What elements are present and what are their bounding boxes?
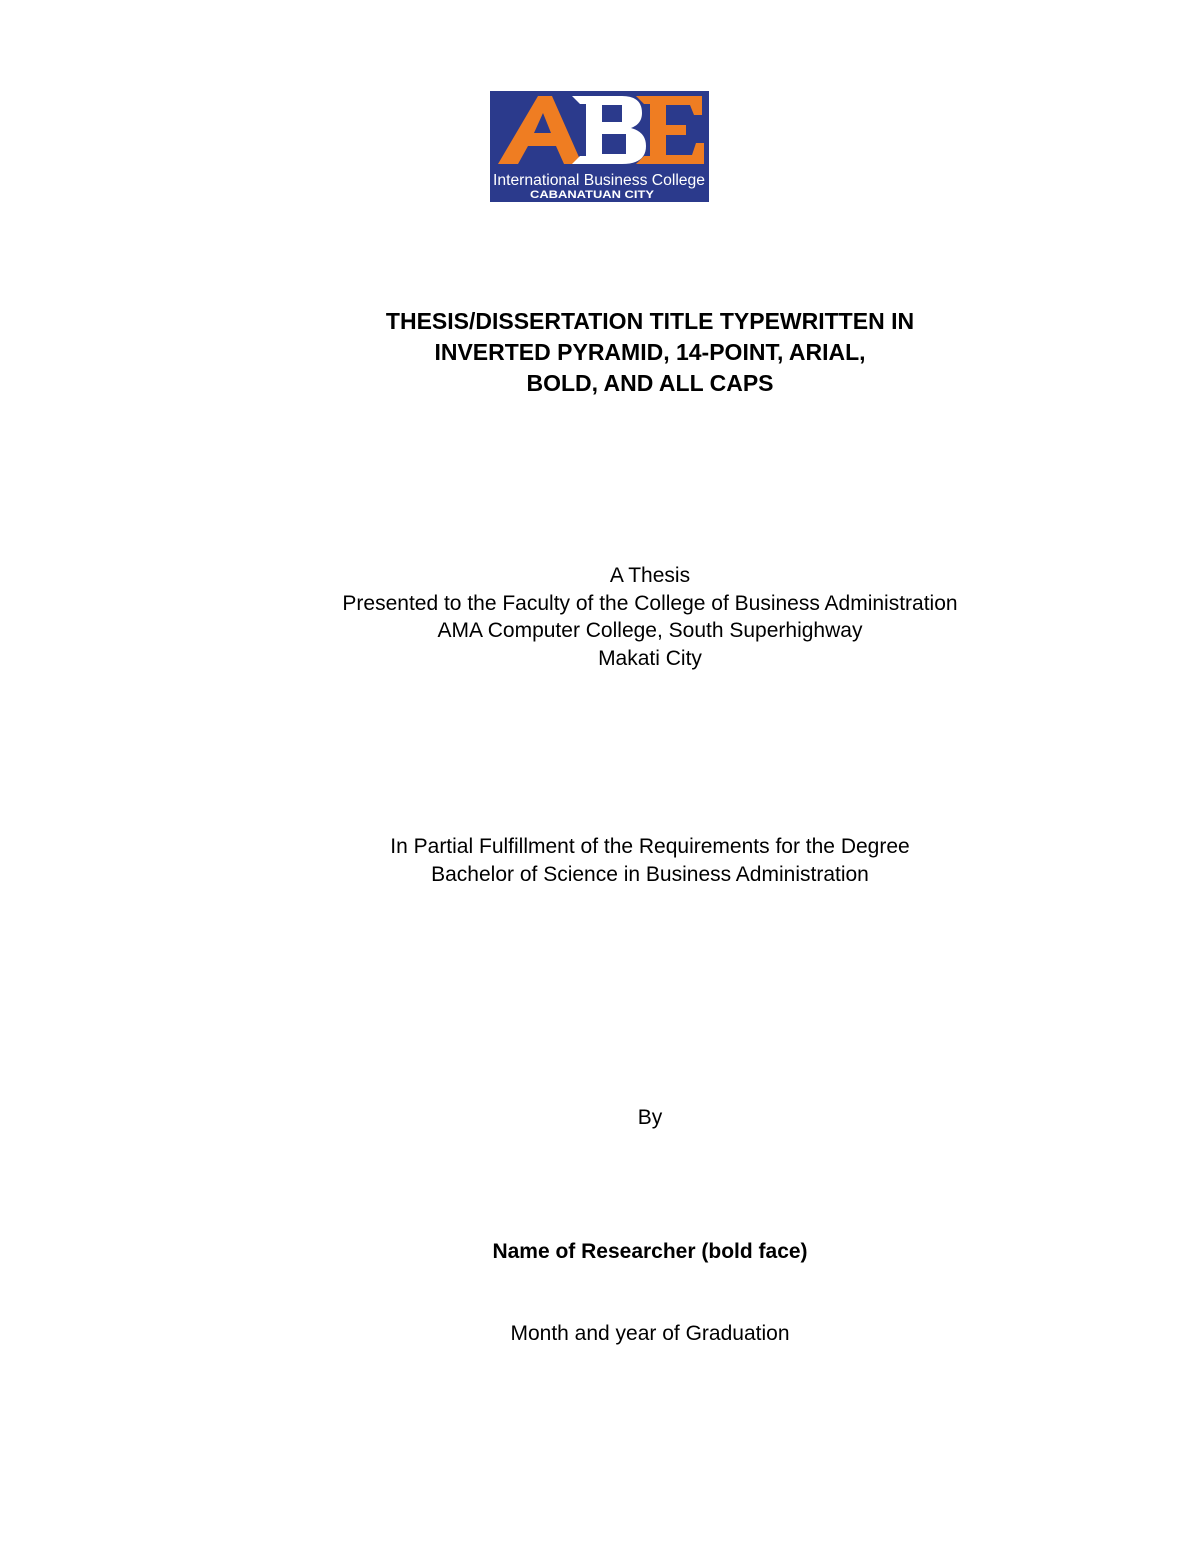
degree-line: In Partial Fulfillment of the Requirements for the Degree (390, 835, 910, 858)
researcher-name: Name of Researcher (bold face) (492, 1240, 808, 1263)
by-label: By (637, 1106, 663, 1129)
logo-city: CABANATUAN CITY (530, 189, 655, 201)
presentation-line: Makati City (598, 646, 702, 670)
presentation-block (0, 562, 1200, 672)
presentation-line: AMA Computer College, South Superhighway (437, 619, 863, 642)
title-line: INVERTED PYRAMID, 14-POINT, ARIAL, (434, 339, 866, 365)
college-logo (490, 91, 709, 202)
graduation-date: Month and year of Graduation (510, 1322, 790, 1345)
degree-line: Bachelor of Science in Business Administration (431, 862, 869, 886)
thesis-title (0, 306, 1200, 399)
degree-block (0, 833, 1200, 888)
title-line: BOLD, AND ALL CAPS (526, 370, 774, 396)
logo-college-name: International Business College (493, 172, 705, 189)
title-line: THESIS/DISSERTATION TITLE TYPEWRITTEN IN (385, 308, 915, 334)
presentation-line: A Thesis (609, 564, 691, 587)
presentation-line: Presented to the Faculty of the College of Business Administration (342, 591, 958, 615)
